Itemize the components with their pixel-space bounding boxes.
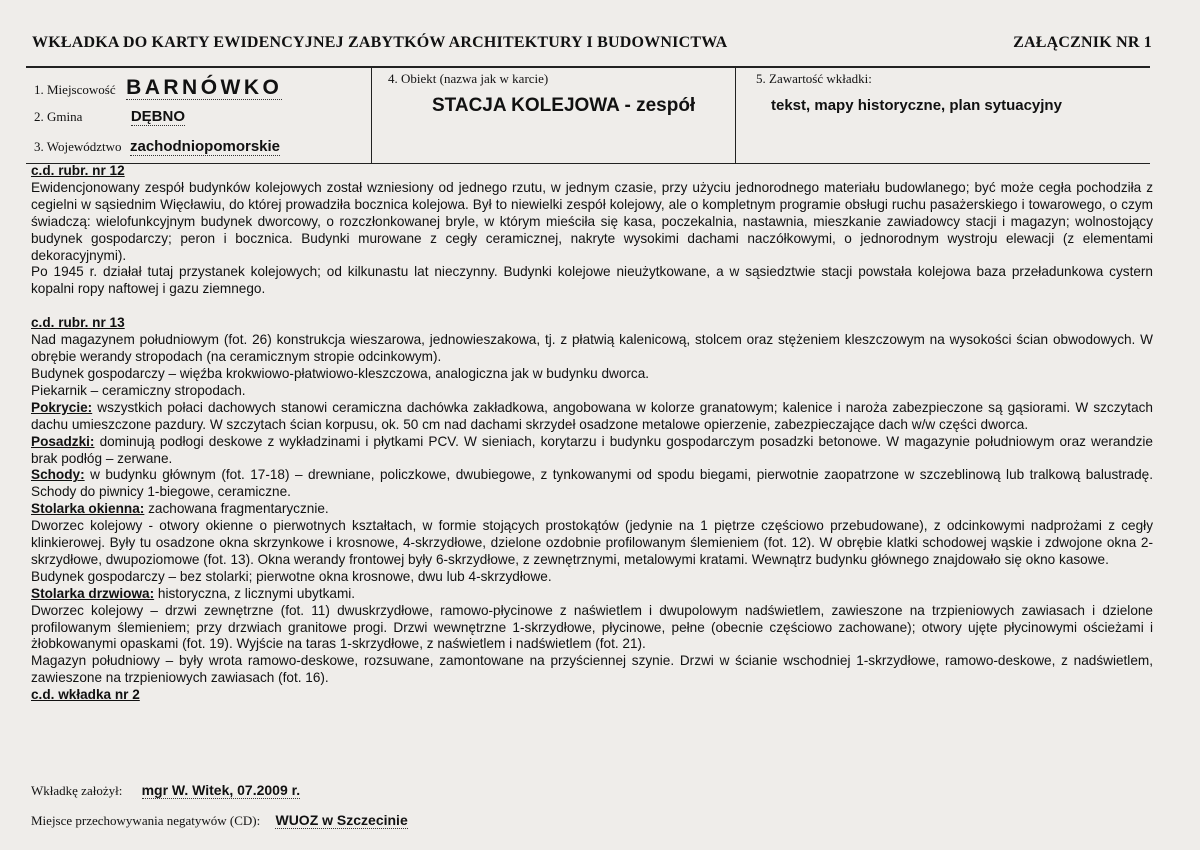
object-column (371, 68, 736, 163)
fields-grid (26, 66, 1150, 164)
section-13-paragraph-2: Budynek gospodarczy – więźba krokwiowo-płatwiowo-kleszczowa, analogiczna jak w budynku dworca. (31, 365, 650, 381)
drzwiowa-text: historyczna, z licznymi ubytkami. (154, 585, 356, 601)
commune-value: DĘBNO (130, 108, 186, 125)
okienna-paragraph-2: Budynek gospodarczy – bez stolarki; pierwotne okna krosnowe, dwu lub 4-skrzydłowe. (31, 568, 552, 584)
author-value: mgr W. Witek, 07.2009 r. (141, 782, 301, 798)
section-13-title: c.d. rubr. nr 13 (31, 315, 125, 331)
section-13-paragraph-1: Nad magazynem południowym (fot. 26) konstrukcja wieszarowa, jednowieszakowa, tj. z płatwią kalenicową, stolcem oraz stężeniem kleszczowym na wysokości ścian obwodowych. W obrębie werandy stropodach (na ceramicznym stropie odcinkowym). (31, 332, 1153, 365)
contents-label: 5. Zawartość wkładki: (756, 71, 872, 86)
pokrycie-paragraph (31, 400, 1153, 434)
drzwiowa-paragraph (31, 586, 1153, 603)
object-value: STACJA KOLEJOWA - zespół (432, 95, 696, 116)
object-label: 4. Obiekt (nazwa jak w karcie) (388, 71, 549, 86)
storage-row (31, 812, 408, 829)
drzwiowa-paragraph-2: Magazyn południowy – były wrota ramowo-deskowe, rozsuwane, zamontowane na przyściennej szynie. Drzwi w ścianie wschodniej 1-skrzydłowe, ramowo-deskowe, z nadświetlem, zawieszone na trzpieniowych zawiasach (fot. 16). (31, 653, 1153, 686)
schody-paragraph (31, 467, 1153, 501)
section-gap (31, 298, 1153, 315)
okienna-label: Stolarka okienna: (31, 501, 145, 517)
posadzki-paragraph (31, 434, 1153, 468)
author-row (31, 782, 300, 799)
locality-label: 1. Miejscowość (34, 82, 116, 97)
locality-value: BARNÓWKO (126, 76, 283, 99)
section-12-paragraph-2: Po 1945 r. działał tutaj przystanek kolejowych; od kilkunastu lat nieczynny. Budynki kolejowe nieużytkowane, a w sąsiedztwie stacji powstała kolejowa baza przeładunkowa cystern kopalni ropy naftowej i gazu ziemnego. (31, 264, 1153, 297)
pokrycie-text: wszystkich połaci dachowych stanowi ceramiczna dachówka zakładkowa, angobowana w kolorze granatowym; kalenice i naroża zabezpieczone są gąsiorami. W szczytach dachu umieszczone pazdury. W szczytach ścian korpusu, ok. 50 cm nad dachami skrzydeł osadzone metalowe opierzenie, zabezpieczające dach w/w części dworca. (31, 399, 1153, 432)
schody-label: Schody: (31, 467, 85, 483)
okienna-text: zachowana fragmentarycznie. (144, 501, 329, 517)
schody-text: w budynku głównym (fot. 17-18) – drewniane, policzkowe, dwubiegowe, z tynkowanymi od spodu biegami, pierwotnie zaopatrzone w szczeblinową lub tralkową balustradę. Schody do piwnicy 1-biegowe, ceramiczne. (31, 467, 1153, 500)
okienna-paragraph (31, 501, 1153, 518)
contents-column (735, 68, 1151, 163)
locality-row (34, 76, 282, 100)
continuation-note: c.d. wkładka nr 2 (31, 687, 140, 703)
attachment-number: ZAŁĄCZNIK NR 1 (1013, 34, 1152, 51)
pokrycie-label: Pokrycie: (31, 399, 93, 415)
province-row (34, 138, 280, 156)
contents-value: tekst, mapy historyczne, plan sytuacyjny (771, 97, 1062, 114)
section-13-paragraph-3: Piekarnik – ceramiczny stropodach. (31, 382, 246, 398)
document-title: WKŁADKA DO KARTY EWIDENCYJNEJ ZABYTKÓW ARCHITEKTURY I BUDOWNICTWA (32, 34, 728, 51)
province-label: 3. Województwo (34, 139, 122, 154)
author-label: Wkładkę założył: (31, 783, 123, 798)
posadzki-text: dominują podłogi deskowe z wykładzinami i płytkami PCV. W sieniach, korytarzu i budynku gospodarczym posadzki betonowe. W magazynie południowym oraz werandzie brak podłóg – zerwane. (31, 433, 1153, 466)
document-body (31, 163, 1153, 704)
commune-label: 2. Gmina (34, 109, 83, 124)
section-12-paragraph-1: Ewidencjonowany zespół budynków kolejowych został wzniesiony od jednego rzutu, w jednym czasie, przy użyciu jednorodnego materiału budowlanego; być może cegła pochodziła z cegielni w sąsiednim Więcławiu, do której prowadziła bocznica kolejowa. Był to niewielki zespół kolejowy, ale o kompletnym programie obsługi ruchu pasażerskiego i towarowego, o czym świadczą: wielofunkcyjnym budynek dworcowy, o rozczłonkowanej bryle, w którym mieściła się kasa, poczekalnia, nastawnia, mieszkanie zawiadowcy stacji i magazyn; wolnostojący budynek gospodarczy; peron i bocznica. Budynki murowane z cegły ceramicznej, nakryte wysokimi dachami naczółkowymi, o jednorodnym wystroju elewacji (z elementami dekoracyjnymi). (31, 179, 1153, 263)
commune-row (34, 108, 185, 126)
okienna-paragraph-1: Dworzec kolejowy - otwory okienne o pierwotnych kształtach, w formie stojących prostokątów (jedynie na 1 piętrze częściowo przebudowane), z odcinkowymi nadprożami z cegły klinkierowej. Były tu osadzone okna skrzynkowe i krosnowe, 4-skrzydłowe, dzielone ozdobnie profilowanym ślemieniem (fot. 12). W obrębie klatki schodowej wąskie i zdwojone okna 2-skrzydłowe, dwupoziomowe (fot. 13). Okna werandy frontowej były 6-skrzydłowe, z zewnętrznymi, metalowymi kratami. Wewnątrz budynku głównego znajdowało się okno kasowe. (31, 518, 1153, 567)
posadzki-label: Posadzki: (31, 433, 95, 449)
province-value: zachodniopomorskie (130, 138, 281, 155)
drzwiowa-paragraph-1: Dworzec kolejowy – drzwi zewnętrzne (fot. 11) dwuskrzydłowe, ramowo-płycinowe z naświetlem i dwupolowym nadświetlem, zawieszone na trzpieniowych zawiasach i dzielone profilowanym ślemieniem; przy drzwiach granitowe progi. Drzwi wewnętrzne 1-skrzydłowe, płycinowe, pełne (obecnie częściowo zachowane); otwory ujęte płycinowymi ościeżami i żłobkowanymi opaskami (fot. 19). Wyjście na taras 1-skrzydłowe, z naświetlem i nadświetlem (fot. 21). (31, 602, 1153, 652)
storage-value: WUOZ w Szczecinie (275, 812, 408, 828)
storage-label: Miejsce przechowywania negatywów (CD): (31, 813, 261, 828)
section-12-title: c.d. rubr. nr 12 (31, 163, 125, 178)
location-column (26, 68, 371, 163)
drzwiowa-label: Stolarka drzwiowa: (31, 585, 155, 601)
